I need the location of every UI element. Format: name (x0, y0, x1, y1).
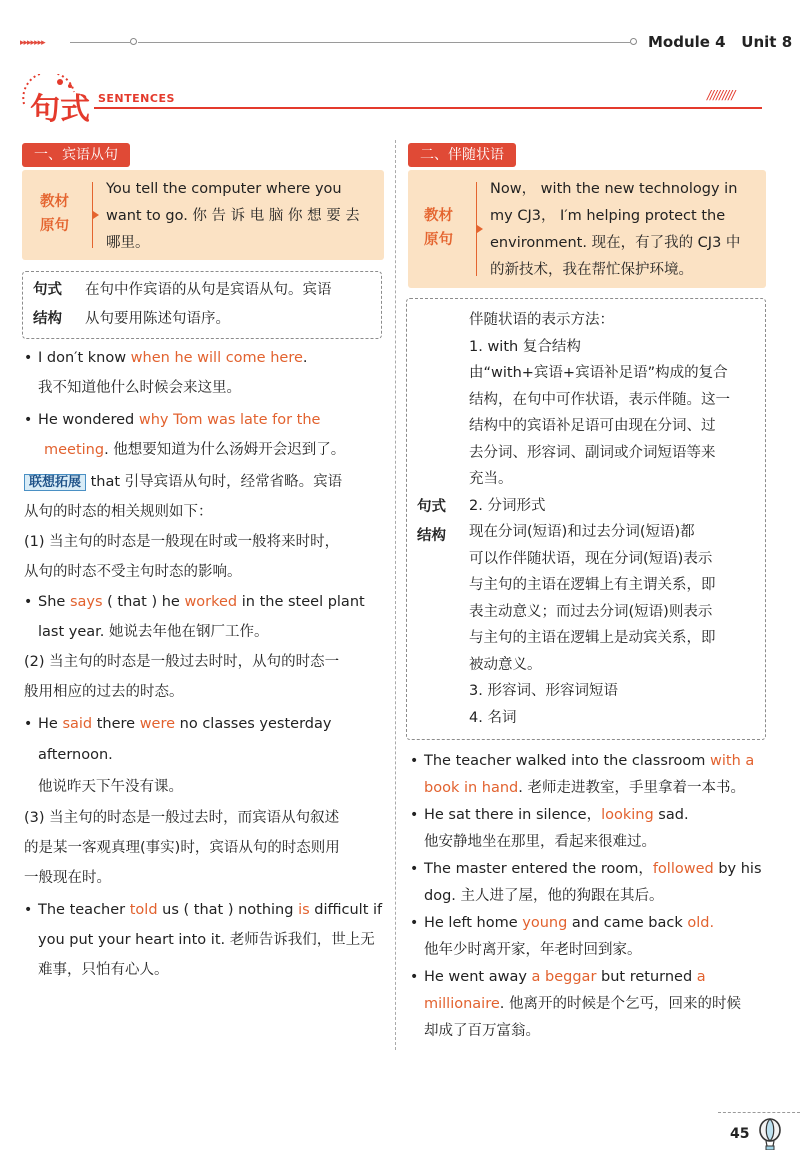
assoc-expand-badge: 联想拓展 (24, 474, 86, 491)
right-textbook-label: 教材 原句 (424, 208, 453, 248)
header-module-unit (648, 33, 792, 51)
left-example-4: • He said there were no classes yesterday (24, 709, 386, 739)
right-example-2-cn: 他安静地坐在那里，看起来很难过。 (424, 834, 656, 850)
right-example-1: • The teacher walked into the classroom with a (410, 748, 768, 775)
left-example-2-line2: meeting. 他想要知道为什么汤姆开会迟到了。 (44, 442, 346, 458)
left-example-5: • The teacher told us ( that ) nothing is difficult if (24, 895, 386, 925)
left-example-4-cn: 他说昨天下午没有课。 (38, 779, 183, 795)
left-textbook-box (22, 170, 384, 260)
right-section-label: 二、伴随状语 (408, 143, 516, 167)
left-example-3: • She says ( that ) he worked in the steel plant (24, 587, 386, 617)
balloon-icon (756, 1118, 784, 1154)
left-rule3-line2: 的是某一客观真理(事实)时，宾语从句的时态则用 (24, 840, 340, 856)
left-pattern-label: 句式 结构 (33, 282, 62, 327)
left-pattern-box (22, 271, 382, 339)
left-example-3-line2: last year. 她说去年他在钢厂工作。 (38, 624, 269, 640)
left-rule2-line1: (2) 当主句的时态是一般过去时时，从句的时态一 (24, 654, 340, 670)
unit-label: Unit 8 (741, 33, 793, 51)
left-rule1-line2: 从句的时态不受主句时态的影响。 (24, 564, 242, 580)
right-example-3: • The master entered the room，followed by his (410, 856, 768, 883)
left-pattern-text: 在句中作宾语的从句是宾语从句。宾语 从句要用陈述句语序。 (85, 282, 332, 327)
left-rule2-line2: 般用相应的过去的时态。 (24, 684, 184, 700)
right-pattern-label: 句式 结构 (417, 499, 446, 544)
page-number-line (718, 1112, 800, 1113)
right-example-5-line3: 却成了百万富翁。 (424, 1023, 540, 1039)
left-example-5-line2: you put your heart into it. 老师告诉我们，世上无 (38, 932, 375, 948)
right-examples (410, 748, 768, 1045)
section-title: 句式 (30, 92, 90, 127)
title-hatch: ///////// (707, 88, 735, 102)
left-assoc-line2: 从句的时态的相关规则如下： (24, 504, 213, 520)
right-example-4-cn: 他年少时离开家，年老时回到家。 (424, 942, 642, 958)
right-textbook-arrow-icon (477, 225, 483, 233)
header-line-left (70, 42, 130, 43)
right-example-2: • He sat there in silence，looking sad. (410, 802, 768, 829)
right-textbook-text: Now， with the new technology in my CJ3， I′m helping protect the environment. 现在，有了我的 CJ3 中 的新技术，我在帮忙保护环境。 (490, 181, 741, 278)
left-example-1-cn: 我不知道他什么时候会来这里。 (38, 380, 241, 396)
page-number: 45 (730, 1126, 750, 1142)
left-example-1: • I don′t know when he will come here. (24, 343, 386, 373)
left-assoc-line1: 联想拓展 that 引导宾语从句时，经常省略。宾语 (24, 467, 386, 497)
left-example-5-line3: 难事，只怕有心人。 (38, 962, 169, 978)
page-number-badge (718, 1112, 800, 1152)
right-example-4: • He left home young and came back old. (410, 910, 768, 937)
left-rule3-line3: 一般现在时。 (24, 870, 111, 886)
left-textbook-text: You tell the computer where you want to go. 你 告 诉 电 脑 你 想 要 去 哪里。 (106, 181, 360, 251)
left-example-2: • He wondered why Tom was late for the (24, 405, 386, 435)
section-subtitle: SENTENCES (98, 92, 175, 105)
right-example-1-line2: book in hand. 老师走进教室，手里拿着一本书。 (424, 780, 745, 796)
column-divider (395, 140, 396, 1050)
left-examples (24, 343, 386, 985)
header-line-right (138, 42, 630, 43)
title-underline (94, 107, 762, 109)
left-textbook-label: 教材 原句 (40, 194, 69, 234)
right-example-5: • He went away a beggar but returned a (410, 964, 768, 991)
right-pattern-text: 伴随状语的表示方法： 1. with 复合结构 由“with+宾语+宾语补足语”构成的复合 结构，在句中可作状语，表示伴随。这一 结构中的宾语补足语可由现在分词、过 去分词、形容词、副词或介词短语等来 充当。 2. 分词形式 现在分词(短语)和过去分词(短语)都 可以作伴随状语，现在分词(短语)表示 与主句的主语在逻辑上有主谓关系，即 表主动意义；而过去分词(短语)则表示 与主句的主语在逻辑上是动宾关系，即 被动意义。 3. 形容词、形容词短语 4. 名词 (469, 312, 730, 726)
header-arrows: ▸▸▸▸▸▸▸ (20, 38, 45, 48)
right-example-5-line2: millionaire. 他离开的时候是个乞丐，回来的时候 (424, 996, 741, 1012)
right-textbook-box (408, 170, 766, 288)
module-label: Module 4 (648, 33, 726, 51)
left-textbook-arrow-icon (93, 211, 99, 219)
left-rule3-line1: (3) 当主句的时态是一般过去时，而宾语从句叙述 (24, 810, 340, 826)
left-example-4-line2: afternoon. (38, 747, 113, 763)
right-example-3-line2: dog. 主人进了屋，他的狗跟在其后。 (424, 888, 664, 904)
right-pattern-box (406, 298, 766, 740)
left-section-label: 一、宾语从句 (22, 143, 130, 167)
left-rule1-line1: (1) 当主句的时态是一般现在时或一般将来时时， (24, 534, 340, 550)
header-dot-right (630, 38, 637, 45)
header-dot (130, 38, 137, 45)
